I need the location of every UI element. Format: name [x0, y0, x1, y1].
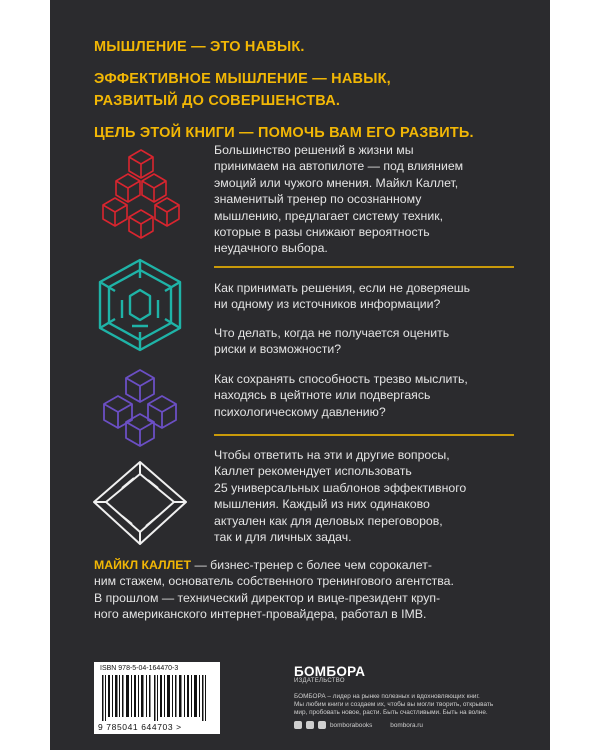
impossible-cube-icon — [92, 256, 188, 354]
question-line: Как сохранять способность трезво мыслить, — [214, 372, 468, 386]
intro-line: которые в разы снижают вероятность — [214, 225, 430, 240]
question-line: находясь в цейтноте или подвергаясь — [214, 388, 431, 403]
tagline-line: БОМБОРА – лидер на рынке полезных и вдохновляющих книг. — [294, 693, 480, 700]
answer-paragraph — [214, 447, 514, 545]
isbn-barcode — [94, 662, 220, 734]
question-line: Что делать, когда не получается оценить — [214, 326, 450, 340]
publisher-block — [294, 664, 514, 729]
publisher-site[interactable]: bombora.ru — [390, 721, 423, 729]
youtube-icon[interactable] — [306, 721, 314, 729]
answer-line: 25 универсальных шаблонов эффективного — [214, 480, 467, 495]
publisher-social — [294, 721, 514, 729]
headline-line-1: МЫШЛЕНИЕ — ЭТО НАВЫК. — [94, 39, 305, 55]
question-line: риски и возможности? — [214, 342, 342, 357]
intro-line: знаменитый тренер по осознанному — [214, 192, 422, 207]
answer-line: Чтобы ответить на эти и другие вопросы, — [214, 448, 450, 462]
barcode-digits: 9 785041 644703 > — [98, 722, 182, 732]
answer-line: Каллет рекомендует использовать — [214, 464, 412, 479]
author-line-rest: — бизнес-тренер с более чем сорокалет- — [191, 558, 432, 572]
tagline-line: мир, пробовать новое, расти. Быть счастливыми. Быть на волне. — [294, 709, 488, 716]
barcode-bars — [102, 675, 212, 721]
question-3 — [214, 371, 514, 420]
penrose-triangle-icon — [90, 146, 192, 240]
publisher-subtitle: ИЗДАТЕЛЬСТВО — [294, 678, 345, 684]
author-line: ним стажем, основатель собственного тренингового агентства. — [94, 574, 454, 589]
vk-icon[interactable] — [294, 721, 302, 729]
question-line: ни одному из источников информации? — [214, 297, 441, 312]
intro-paragraph — [214, 142, 514, 257]
cubes-icon — [96, 366, 184, 450]
headline-line-2: ЭФФЕКТИВНОЕ МЫШЛЕНИЕ — НАВЫК, — [94, 71, 391, 87]
author-line: В прошлом — технический директор и вице-президент круп- — [94, 590, 441, 605]
intro-line: неудачного выбора. — [214, 241, 328, 256]
answer-line: мышления. Каждый из них одинаково — [214, 497, 430, 512]
tagline-line: Мы любим книги и создаем их, чтобы вы могли творить, открывать — [294, 701, 494, 708]
publisher-tagline — [294, 693, 514, 717]
intro-line: эмоций или чужого мнения. Майкл Каллет, — [214, 175, 459, 190]
question-2 — [214, 325, 514, 358]
answer-line: так и для личных задач. — [214, 530, 352, 545]
headline-line-4: ЦЕЛЬ ЭТОЙ КНИГИ — ПОМОЧЬ ВАМ ЕГО РАЗВИТЬ. — [94, 125, 474, 141]
question-1 — [214, 280, 514, 313]
isbn-number: ISBN 978-5-04-164470-3 — [100, 665, 179, 672]
social-handle[interactable]: bomborabooks — [330, 721, 373, 729]
question-line: психологическому давлению? — [214, 404, 386, 419]
back-cover — [50, 0, 550, 750]
divider-1 — [214, 266, 514, 268]
author-line: ного американского интернет-провайдера, работал в IMB. — [94, 607, 427, 622]
intro-line: Большинство решений в жизни мы — [214, 143, 414, 157]
author-bio — [94, 557, 524, 623]
telegram-icon[interactable] — [318, 721, 326, 729]
answer-line: актуален как для деловых переговоров, — [214, 513, 443, 528]
author-line — [94, 557, 524, 573]
author-name: МАЙКЛ КАЛЛЕТ — [94, 558, 192, 572]
divider-2 — [214, 434, 514, 436]
publisher-logo: БОМБОРА — [294, 664, 366, 679]
impossible-square-icon — [90, 458, 190, 548]
headline — [94, 36, 474, 144]
question-line: Как принимать решения, если не доверяешь — [214, 281, 471, 295]
intro-line: принимаем на автопилоте — под влиянием — [214, 159, 464, 174]
intro-line: мышлению, предлагает систему техник, — [214, 208, 443, 223]
headline-line-3: РАЗВИТЫЙ ДО СОВЕРШЕНСТВА. — [94, 93, 341, 109]
